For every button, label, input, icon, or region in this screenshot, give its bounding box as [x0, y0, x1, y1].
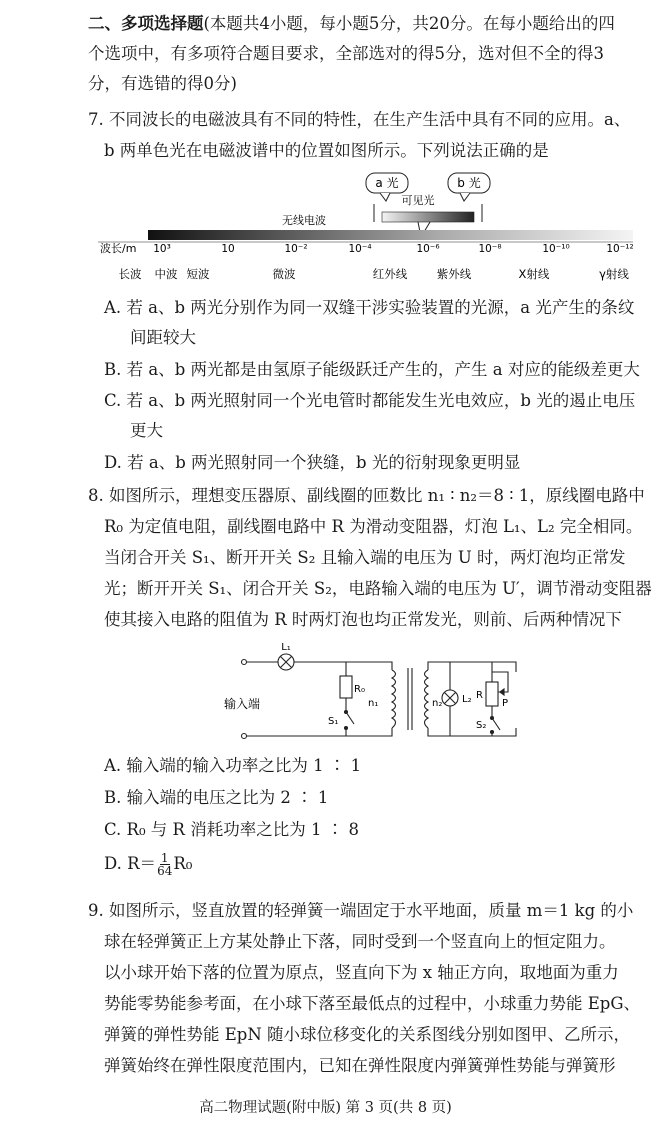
q8-line-3: 当闭合开关 S₁、断开开关 S₂ 且输入端的电压为 U 时，两灯泡均正常发 [104, 548, 626, 567]
q8-option-d-prefix: D. R＝ [104, 854, 157, 873]
input-label: 输入端 [224, 697, 261, 711]
q7-option-c-cont: 更大 [130, 421, 163, 440]
q9-line-1: 9. 如图所示，竖直放置的轻弹簧一端固定于水平地面，质量 m＝1 kg 的小 [88, 901, 634, 920]
fraction [157, 852, 172, 877]
band-label: γ射线 [599, 267, 629, 281]
q8-option-d [104, 852, 192, 877]
q9-line-5: 弹簧的弹性势能 EpN 随小球位移变化的关系图线分别如图甲、乙所示， [104, 1025, 631, 1044]
circuit-figure [224, 642, 536, 746]
q7-line-1: 7. 不同波长的电磁波具有不同的特性，在生产生活中具有不同的应用。a、 [88, 110, 631, 129]
q8-line-4: 光；断开开关 S₁、闭合开关 S₂，电路输入端的电压为 U′，调节滑动变阻器 [104, 579, 652, 598]
label-L1: L₁ [281, 642, 291, 653]
q9-line-3: 以小球开始下落的位置为原点，竖直向下为 x 轴正方向，取地面为重力 [104, 963, 619, 982]
tick-label: 10³ [153, 243, 171, 255]
q7-option-c: C. 若 a、b 两光照射同一个光电管时都能发生光电效应，b 光的遏止电压 [104, 391, 636, 410]
bubble-b [448, 173, 490, 201]
band-label: X射线 [518, 267, 550, 281]
label-S1: S₁ [328, 716, 339, 727]
band-label: 微波 [272, 267, 296, 281]
q8-line-5: 使其接入电路的阻值为 R 时两灯泡也均正常发光，则前、后两种情况下 [104, 610, 622, 629]
fraction-denominator: 64 [157, 864, 173, 878]
axis-label: 波长/m [100, 242, 137, 255]
band-label: 紫外线 [436, 267, 472, 281]
q7-line-2: b 两单色光在电磁波谱中的位置如图所示。下列说法正确的是 [104, 141, 549, 160]
band-label: 长波 [118, 267, 142, 281]
tick-label: 10 [221, 243, 235, 255]
label-S2: S₂ [476, 720, 487, 731]
q8-line-2: R₀ 为定值电阻，副线圈电路中 R 为滑动变阻器，灯泡 L₁、L₂ 完全相同。 [104, 517, 643, 536]
tick-labels [153, 243, 633, 255]
tick-label: 10⁻⁶ [416, 243, 440, 255]
section-title: 二、多项选择题 [88, 14, 204, 33]
section-desc-3: 分，有选错的得0分) [88, 74, 237, 93]
tick-label: 10⁻¹² [606, 243, 634, 255]
label-R0: R₀ [354, 684, 365, 695]
q7-option-a: A. 若 a、b 两光分别作为同一双缝干涉实验装置的光源，a 光产生的条纹 [104, 298, 635, 317]
q7-option-b: B. 若 a、b 两光都是由氢原子能级跃迁产生的，产生 a 对应的能级差更大 [104, 360, 640, 379]
q8-line-1: 8. 如图所示，理想变压器原、副线圈的匝数比 n₁ ∶ n₂＝8 ∶ 1，原线圈电路中 [88, 486, 645, 505]
band-label: 中波 [154, 267, 178, 281]
label-n1: n₁ [368, 698, 379, 709]
label-n2: n₂ [432, 698, 443, 709]
tick-label: 10⁻⁸ [478, 243, 502, 255]
band-label: 短波 [186, 267, 210, 281]
visible-label: 可见光 [401, 194, 435, 207]
label-L2: L₂ [462, 694, 472, 705]
q9-line-4: 势能零势能参考面，在小球下落至最低点的过程中，小球重力势能 EpG、 [104, 994, 641, 1013]
q8-option-c: C. R₀ 与 R 消耗功率之比为 1 ∶ 8 [104, 820, 359, 839]
spectrum-bar [148, 230, 633, 240]
visible-band [382, 212, 474, 222]
q7-option-d: D. 若 a、b 两光照射同一个狭缝，b 光的衍射现象更明显 [104, 453, 521, 472]
page-footer: 高二物理试题(附中版) 第 3 页(共 8 页) [199, 1100, 452, 1116]
q8-option-a: A. 输入端的输入功率之比为 1 ∶ 1 [104, 756, 362, 775]
label-P: P [502, 698, 509, 709]
q8-option-b: B. 输入端的电压之比为 2 ∶ 1 [104, 788, 329, 807]
tick-label: 10⁻⁴ [348, 243, 372, 255]
band-labels [119, 267, 630, 281]
section-header [88, 14, 615, 34]
section-desc-2: 个选项中，有多项符合题目要求，全部选对的得5分，选对但不全的得3 [88, 44, 604, 63]
q8-option-d-suffix: R₀ [173, 854, 193, 873]
q9-line-2: 球在轻弹簧正上方某处静止下落，同时受到一个竖直向上的恒定阻力。 [104, 932, 616, 951]
fraction-numerator: 1 [160, 851, 169, 865]
tick-label: 10⁻¹⁰ [542, 243, 570, 255]
label-R: R [476, 690, 483, 701]
section-desc-1: (本题共4小题，每小题5分，共20分。在每小题给出的四 [203, 14, 615, 33]
radio-label: 无线电波 [282, 214, 326, 227]
bubble-a-label: a 光 [375, 176, 399, 190]
q7-option-a-cont: 间距较大 [130, 328, 196, 347]
spectrum-figure [98, 168, 638, 288]
tick-label: 10⁻² [284, 243, 308, 255]
q9-line-6: 弹簧始终在弹性限度范围内，已知在弹性限度内弹簧弹性势能与弹簧形 [104, 1056, 616, 1075]
bubble-b-label: b 光 [457, 176, 481, 190]
band-label: 红外线 [372, 267, 408, 281]
